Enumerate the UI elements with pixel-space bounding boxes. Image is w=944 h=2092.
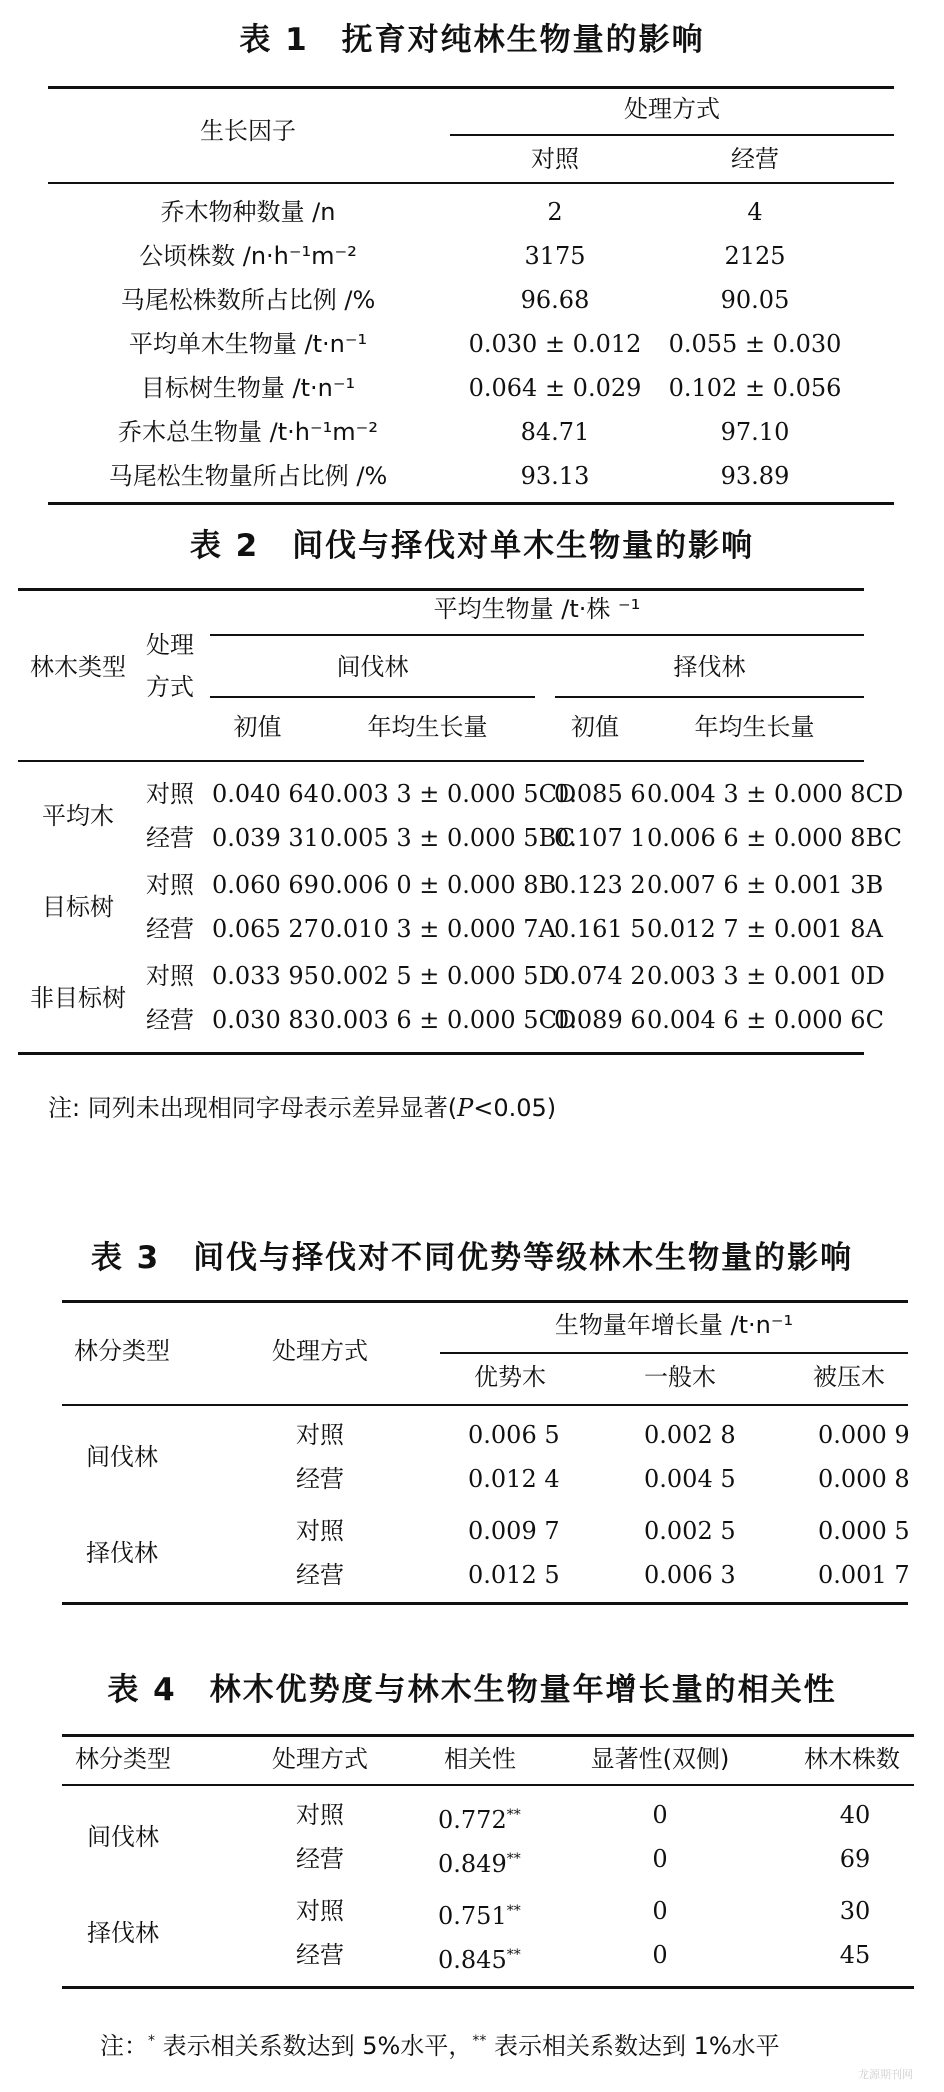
table1-title: 表 1 抚育对纯林生物量的影响 bbox=[239, 22, 705, 58]
table4-significance-mark: ** bbox=[506, 1851, 521, 1867]
table4-header-correlation: 相关性 bbox=[444, 1745, 516, 1773]
table1-managed-value: 97.10 bbox=[720, 418, 790, 446]
table2-selective-initial: 0.107 1 bbox=[554, 824, 646, 852]
table4-significance: 0 bbox=[652, 1801, 668, 1829]
table4-correlation-value: 0.845 bbox=[438, 1946, 507, 1974]
table2-treatment: 经营 bbox=[146, 1006, 194, 1034]
table4-correlation-value: 0.772 bbox=[438, 1806, 507, 1834]
table3-suppressed: 0.001 7 bbox=[818, 1561, 910, 1589]
table3-treatment: 经营 bbox=[296, 1465, 344, 1493]
table2-header-thinning: 间伐林 bbox=[336, 653, 409, 681]
table2-thinning-initial: 0.060 69 bbox=[212, 871, 319, 899]
table3-header-stand: 林分类型 bbox=[74, 1337, 170, 1365]
table1-control-value: 93.13 bbox=[520, 462, 590, 490]
table4-count: 40 bbox=[839, 1801, 871, 1829]
table1-header-rule bbox=[48, 182, 894, 184]
table1-managed-value: 0.055 ± 0.030 bbox=[668, 330, 842, 358]
table2-treatment: 经营 bbox=[146, 824, 194, 852]
table1-bottom-rule bbox=[48, 502, 894, 505]
table3-dominant: 0.012 4 bbox=[468, 1465, 560, 1493]
table2-header-initial-selective: 初值 bbox=[571, 713, 619, 741]
table4-header-treatment: 处理方式 bbox=[272, 1745, 368, 1773]
table3-header-average: 一般木 bbox=[644, 1363, 716, 1391]
table4-significance: 0 bbox=[652, 1941, 668, 1969]
table2-thinning-annual: 0.002 5 ± 0.000 5D bbox=[320, 962, 558, 990]
table2-header-annual-selective: 年均生长量 bbox=[694, 713, 815, 741]
table2-thinning-annual: 0.003 6 ± 0.000 5CD bbox=[320, 1006, 577, 1034]
table3-dominant: 0.009 7 bbox=[468, 1517, 560, 1545]
table2-tree-type: 非目标树 bbox=[30, 984, 126, 1012]
table4-significance-mark: ** bbox=[506, 1903, 521, 1919]
table1-factor: 马尾松株数所占比例 /% bbox=[120, 286, 376, 314]
table2-selective-annual: 0.006 6 ± 0.000 8BC bbox=[647, 824, 903, 852]
table1-managed-value: 90.05 bbox=[720, 286, 790, 314]
table4-header-count: 林木株数 bbox=[804, 1745, 900, 1773]
table1-factor: 目标树生物量 /t·n⁻¹ bbox=[140, 374, 356, 402]
table2-bottom-rule bbox=[18, 1052, 864, 1055]
table4-header-stand: 林分类型 bbox=[75, 1745, 171, 1773]
table4-stand: 间伐林 bbox=[87, 1823, 159, 1851]
table3-suppressed: 0.000 5 bbox=[818, 1517, 910, 1545]
watermark: 龙源期刊网 bbox=[858, 2068, 913, 2081]
table1-factor: 乔木物种数量 /n bbox=[160, 198, 336, 226]
table1-managed-value: 4 bbox=[747, 198, 763, 226]
table2-tree-type: 平均木 bbox=[42, 802, 114, 830]
table2-thinning-annual: 0.005 3 ± 0.000 5BC bbox=[320, 824, 576, 852]
table1-control-value: 3175 bbox=[524, 242, 586, 270]
table4-count: 69 bbox=[839, 1845, 871, 1873]
table2-thinning-initial: 0.065 27 bbox=[212, 915, 319, 943]
table2-selective-annual: 0.012 7 ± 0.001 8A bbox=[647, 915, 883, 943]
table4-bottom-rule bbox=[62, 1986, 914, 1989]
table4-top-rule bbox=[62, 1734, 914, 1737]
table2-treatment: 经营 bbox=[146, 915, 194, 943]
table4-title: 表 4 林木优势度与林木生物量年增长量的相关性 bbox=[107, 1672, 837, 1708]
table1-factor: 乔木总生物量 /t·h⁻¹m⁻² bbox=[118, 418, 378, 446]
table1-control-value: 96.68 bbox=[520, 286, 590, 314]
table4-stand: 择伐林 bbox=[87, 1919, 159, 1947]
table3-treatment: 对照 bbox=[296, 1517, 344, 1545]
table2-header-initial-thinning: 初值 bbox=[233, 713, 282, 741]
table1-managed-value: 0.102 ± 0.056 bbox=[668, 374, 842, 402]
table1-control-value: 0.064 ± 0.029 bbox=[468, 374, 642, 402]
table1-factor: 公顷株数 /n·h⁻¹m⁻² bbox=[139, 242, 357, 270]
table4-header-significance: 显著性(双侧) bbox=[590, 1745, 730, 1773]
table4-correlation-value: 0.751 bbox=[438, 1902, 507, 1930]
table1-top-rule bbox=[48, 86, 894, 89]
table2-rule-selective bbox=[555, 696, 864, 698]
table4-correlation bbox=[438, 1940, 521, 1975]
table1-control-value: 2 bbox=[547, 198, 563, 226]
table2-selective-initial: 0.085 6 bbox=[554, 780, 646, 808]
table2-top-rule bbox=[18, 588, 864, 591]
table2-thinning-initial: 0.033 95 bbox=[212, 962, 319, 990]
table4-correlation bbox=[438, 1896, 521, 1931]
table2-selective-annual: 0.004 3 ± 0.000 8CD bbox=[647, 780, 904, 808]
table2-selective-initial: 0.089 6 bbox=[554, 1006, 646, 1034]
table2-tree-type: 目标树 bbox=[42, 893, 114, 921]
table3-bottom-rule bbox=[62, 1602, 908, 1605]
table2-rule-1 bbox=[210, 634, 864, 636]
table2-treatment: 对照 bbox=[146, 871, 194, 899]
table2-treatment: 对照 bbox=[146, 780, 194, 808]
table2-selective-annual: 0.004 6 ± 0.000 6C bbox=[647, 1006, 884, 1034]
table3-average: 0.006 3 bbox=[644, 1561, 736, 1589]
table4-count: 30 bbox=[839, 1897, 871, 1925]
table1-control-value: 84.71 bbox=[520, 418, 590, 446]
table4-treatment: 对照 bbox=[296, 1801, 344, 1829]
table1-header-factor: 生长因子 bbox=[200, 117, 296, 145]
table3-title: 表 3 间伐与择伐对不同优势等级林木生物量的影响 bbox=[90, 1240, 854, 1276]
table3-stand: 间伐林 bbox=[86, 1443, 158, 1471]
table1-sub-rule bbox=[450, 134, 894, 136]
table2-thinning-initial: 0.040 64 bbox=[212, 780, 319, 808]
table2-thinning-annual: 0.003 3 ± 0.000 5CD bbox=[320, 780, 577, 808]
table3-average: 0.004 5 bbox=[644, 1465, 736, 1493]
table3-treatment: 对照 bbox=[296, 1421, 344, 1449]
table2-selective-initial: 0.123 2 bbox=[554, 871, 646, 899]
table3-header-rule bbox=[62, 1404, 908, 1406]
table3-stand: 择伐林 bbox=[86, 1539, 158, 1567]
table2-selective-initial: 0.161 5 bbox=[554, 915, 646, 943]
table3-suppressed: 0.000 9 bbox=[818, 1421, 910, 1449]
table2-thinning-annual: 0.010 3 ± 0.000 7A bbox=[320, 915, 556, 943]
table3-header-increment: 生物量年增长量 /t·n⁻¹ bbox=[554, 1311, 794, 1339]
table2-title: 表 2 间伐与择伐对单木生物量的影响 bbox=[189, 528, 755, 564]
table4-significance: 0 bbox=[652, 1897, 668, 1925]
table2-header-selective: 择伐林 bbox=[673, 653, 746, 681]
table3-top-rule bbox=[62, 1300, 908, 1303]
table4-treatment: 经营 bbox=[296, 1941, 344, 1969]
table4-correlation-value: 0.849 bbox=[438, 1850, 507, 1878]
table1-managed-value: 93.89 bbox=[720, 462, 790, 490]
table3-header-treatment: 处理方式 bbox=[272, 1337, 368, 1365]
table2-rule-thinning bbox=[210, 696, 535, 698]
table4-significance-mark: ** bbox=[506, 1807, 521, 1823]
table1-col-managed: 经营 bbox=[731, 145, 779, 173]
table2-selective-initial: 0.074 2 bbox=[554, 962, 646, 990]
table4-correlation bbox=[438, 1800, 521, 1835]
table3-average: 0.002 8 bbox=[644, 1421, 736, 1449]
table2-header-treatment-2: 方式 bbox=[146, 673, 194, 701]
table2-header-rule bbox=[18, 760, 864, 762]
table4-significance: 0 bbox=[652, 1845, 668, 1873]
table4-treatment: 对照 bbox=[296, 1897, 344, 1925]
table3-suppressed: 0.000 8 bbox=[818, 1465, 910, 1493]
table1-header-treatment: 处理方式 bbox=[624, 95, 720, 123]
table1-factor: 马尾松生物量所占比例 /% bbox=[108, 462, 388, 490]
table3-sub-rule bbox=[440, 1352, 908, 1354]
table2-header-tree-type: 林木类型 bbox=[30, 653, 126, 681]
table4-correlation bbox=[438, 1844, 521, 1879]
table3-header-suppressed: 被压木 bbox=[813, 1363, 885, 1391]
table1-factor: 平均单木生物量 /t·n⁻¹ bbox=[128, 330, 368, 358]
table2-header-treatment-1: 处理 bbox=[146, 631, 194, 659]
table2-thinning-initial: 0.030 83 bbox=[212, 1006, 319, 1034]
table2-header-annual-thinning: 年均生长量 bbox=[367, 713, 488, 741]
table4-treatment: 经营 bbox=[296, 1845, 344, 1873]
table1-col-control: 对照 bbox=[531, 145, 579, 173]
table4-significance-mark: ** bbox=[506, 1947, 521, 1963]
table1-managed-value: 2125 bbox=[724, 242, 786, 270]
table2-note: 注: 同列未出现相同字母表示差异显著(P<0.05) bbox=[48, 1094, 557, 1122]
table3-treatment: 经营 bbox=[296, 1561, 344, 1589]
table3-dominant: 0.012 5 bbox=[468, 1561, 560, 1589]
table4-note: 注：* 表示相关系数达到 5%水平，** 表示相关系数达到 1%水平 bbox=[100, 2032, 780, 2060]
table4-header-rule bbox=[62, 1784, 914, 1786]
table3-average: 0.002 5 bbox=[644, 1517, 736, 1545]
table2-selective-annual: 0.007 6 ± 0.001 3B bbox=[647, 871, 884, 899]
table2-header-avg-biomass: 平均生物量 /t·株 ⁻¹ bbox=[433, 595, 641, 623]
table2-selective-annual: 0.003 3 ± 0.001 0D bbox=[647, 962, 885, 990]
table3-dominant: 0.006 5 bbox=[468, 1421, 560, 1449]
table3-header-dominant: 优势木 bbox=[474, 1363, 546, 1391]
table2-thinning-initial: 0.039 31 bbox=[212, 824, 319, 852]
table4-count: 45 bbox=[839, 1941, 871, 1969]
table2-treatment: 对照 bbox=[146, 962, 194, 990]
table2-thinning-annual: 0.006 0 ± 0.000 8B bbox=[320, 871, 557, 899]
table1-control-value: 0.030 ± 0.012 bbox=[468, 330, 642, 358]
